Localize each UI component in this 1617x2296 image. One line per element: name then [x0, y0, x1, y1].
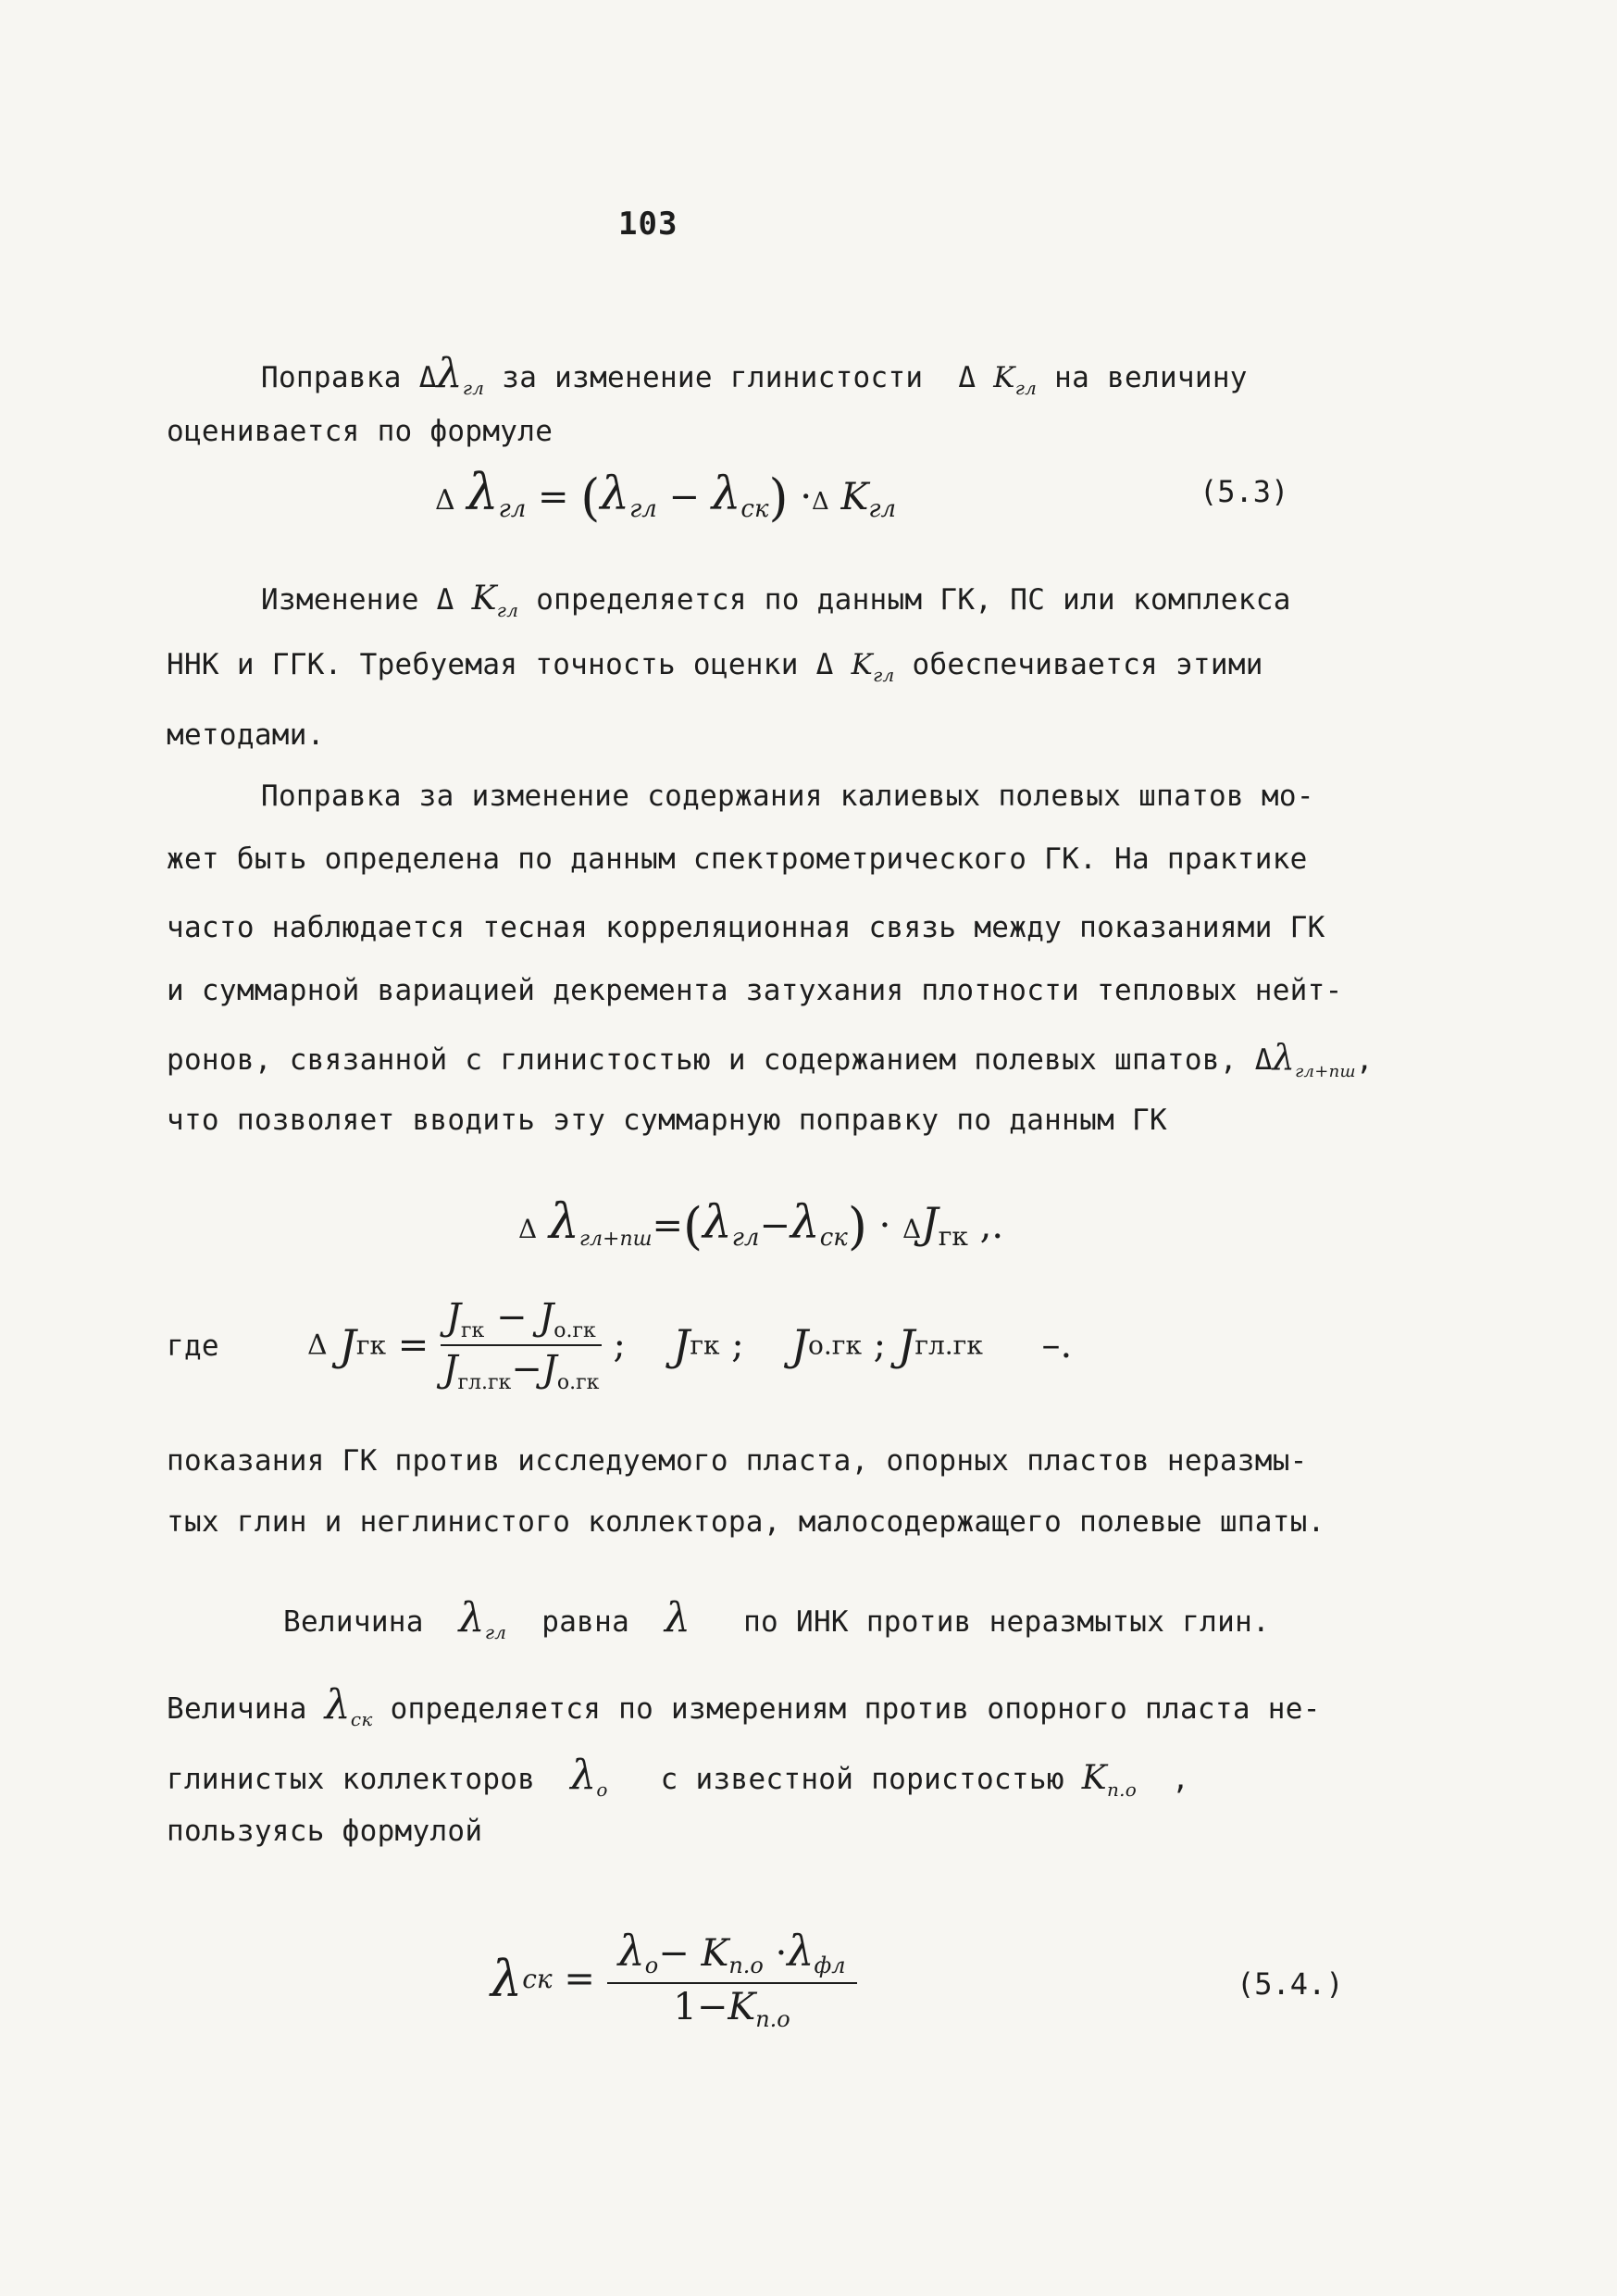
delta-symbol: Δ	[518, 1214, 538, 1244]
j-symbol: J	[445, 1296, 462, 1339]
k-symbol: K	[701, 1932, 729, 1975]
equation-number-5-3: (5.3)	[1200, 474, 1289, 509]
subscript: п.о	[1106, 1778, 1138, 1801]
lambda-symbol: λ	[617, 1926, 645, 1976]
equation-5-4	[491, 1926, 857, 2032]
equation-delta-j	[307, 1296, 1072, 1394]
para3-line5	[167, 1037, 1374, 1081]
para4-line2: тых глин и неглинистого коллектора, малосодержащего полевые шпаты.	[167, 1505, 1325, 1539]
text: по ИНК против неразмытых глин.	[743, 1605, 1271, 1639]
para3-line4: и суммарной вариацией декремента затухания плотности тепловых нейт-	[167, 974, 1343, 1007]
text: определяется по данным ГК, ПС или комплекса	[536, 583, 1291, 617]
text: ,	[1355, 1043, 1374, 1077]
text: обеспечивается этими	[912, 648, 1263, 681]
subscript: гк	[938, 1221, 968, 1252]
j-symbol: J	[339, 1320, 356, 1370]
para3-line1: Поправка за изменение содержания калиевых полевых шпатов мо-	[261, 780, 1314, 813]
fraction-delta-j	[441, 1296, 602, 1394]
lambda-symbol: λ	[458, 1594, 485, 1641]
text: Величина	[167, 1692, 307, 1726]
text: определяется по измерениям против опорного пласта не-	[390, 1692, 1321, 1726]
text: с известной пористостью	[660, 1763, 1064, 1796]
equation-5-3: Δ $\lambda_{гл} = (\lambda_{гл} - \lambda_{ск}) \cdot\Delta$ $K_{гл}$	[435, 463, 897, 527]
delta-symbol: Δ	[815, 648, 834, 681]
lambda-symbol: λ	[324, 1681, 351, 1728]
subscript: о.гк	[554, 1319, 596, 1342]
para2-line3: методами.	[167, 718, 325, 752]
text: на величину	[1054, 361, 1248, 394]
j-symbol: J	[442, 1348, 458, 1391]
subscript: гк	[461, 1319, 485, 1342]
k-symbol: K	[728, 1986, 756, 2028]
subscript: фл	[814, 1953, 846, 1978]
j-symbol: J	[539, 1296, 554, 1339]
para2-line1	[261, 580, 1291, 621]
semicolon: ;	[613, 1324, 627, 1366]
lambda-symbol: λ	[600, 467, 630, 520]
dot-operator: ·	[800, 476, 813, 518]
subscript: гл+пш	[578, 1228, 653, 1251]
text: Изменение	[261, 583, 419, 617]
minus-sign: −	[759, 1204, 791, 1247]
text: равна	[541, 1605, 630, 1639]
punctuation: ,.	[979, 1204, 1004, 1247]
subscript: п.о	[755, 2006, 790, 2032]
subscript: гл	[731, 1224, 760, 1252]
para5-line2	[167, 1681, 1321, 1730]
para3-line6: что позволяет вводить эту суммарную поправку по данным ГК	[167, 1104, 1167, 1137]
equation-summary: Δ $\lambda_{гл+пш}=(\lambda_{гл}-\lambda_{ск}) \cdot \Delta J_{гк}$ ,.	[518, 1194, 1004, 1255]
subscript: ск	[522, 1964, 553, 1994]
subscript: о.гк	[556, 1371, 600, 1394]
para3-line3: часто наблюдается тесная корреляционная связь между показаниями ГК	[167, 911, 1325, 944]
j-symbol: J	[921, 1198, 939, 1248]
lambda-symbol: λ	[665, 1594, 691, 1641]
subscript: гл	[462, 377, 485, 399]
j-symbol: J	[790, 1320, 809, 1370]
subscript: гл.гк	[457, 1371, 512, 1394]
minus-sign: −	[668, 476, 700, 518]
subscript: гл	[873, 664, 895, 686]
subscript: гл	[868, 495, 897, 523]
lambda-symbol: λ	[466, 463, 499, 521]
page-number: 103	[618, 206, 678, 243]
delta-symbol: Δ	[958, 361, 976, 394]
k-symbol: K	[1081, 1759, 1107, 1797]
equals-sign: =	[397, 1324, 429, 1366]
lambda-symbol: λ	[1272, 1037, 1296, 1078]
dot-operator: ·	[878, 1204, 891, 1247]
subscript: гк	[690, 1329, 720, 1361]
j-symbol: J	[897, 1320, 915, 1370]
subscript: гл	[1014, 377, 1038, 399]
delta-symbol: Δ	[1254, 1043, 1273, 1077]
dot-operator: ·	[775, 1932, 788, 1975]
where-label: где	[167, 1329, 219, 1363]
subscript: гк	[355, 1329, 387, 1361]
minus-sign: −	[496, 1296, 528, 1339]
subscript: гл	[496, 599, 519, 621]
dash: –.	[1041, 1324, 1073, 1366]
one-digit: 1	[673, 1986, 697, 2028]
para5-line1	[283, 1594, 1270, 1643]
k-symbol: K	[840, 476, 869, 518]
j-symbol: J	[672, 1320, 690, 1370]
text: Величина	[283, 1605, 424, 1639]
equation-number-5-4: (5.4.)	[1237, 1966, 1344, 2002]
subscript: гл	[498, 495, 527, 523]
minus-sign: −	[511, 1348, 542, 1391]
lambda-symbol: λ	[548, 1194, 579, 1250]
para5-line3	[167, 1752, 1189, 1801]
subscript: ск	[819, 1224, 848, 1252]
subscript: гл+пш	[1295, 1062, 1356, 1081]
k-symbol: K	[851, 648, 874, 681]
subscript: гл	[484, 1621, 507, 1643]
subscript: о	[596, 1778, 608, 1801]
text: глинистых коллекторов	[167, 1763, 536, 1796]
k-symbol: K	[993, 361, 1015, 394]
fraction-denominator	[441, 1346, 602, 1394]
delta-symbol: Δ	[812, 488, 829, 516]
equals-sign: =	[652, 1204, 684, 1247]
lambda-symbol: λ	[703, 1195, 732, 1249]
lambda-symbol: λ	[790, 1195, 820, 1249]
subscript: о	[644, 1953, 659, 1978]
fraction-lambda-sk	[607, 1926, 857, 2032]
text: ронов, связанной с глинистостью и содержанием полевых шпатов,	[167, 1043, 1238, 1077]
subscript: ск	[350, 1708, 373, 1730]
delta-symbol: Δ	[436, 583, 454, 617]
semicolon: ;	[731, 1324, 744, 1366]
subscript: п.о	[728, 1953, 764, 1978]
text: ,	[1172, 1763, 1190, 1796]
minus-sign: −	[658, 1932, 690, 1975]
subscript: ск	[740, 495, 769, 523]
fraction-denominator	[607, 1984, 857, 2032]
text: Поправка	[261, 361, 402, 394]
lambda-symbol: λ	[436, 350, 463, 397]
text: за изменение глинистости	[502, 361, 924, 394]
fraction-numerator	[607, 1926, 857, 1984]
para1-line1	[261, 350, 1248, 399]
para2-line2	[167, 648, 1263, 686]
subscript: о.гк	[808, 1329, 862, 1361]
delta-symbol: Δ	[902, 1214, 922, 1244]
subscript: гл.гк	[914, 1329, 983, 1361]
semicolon: ;	[873, 1324, 887, 1366]
text: ННК и ГГК. Требуемая точность оценки	[167, 648, 799, 681]
lambda-symbol: λ	[491, 1950, 523, 2008]
k-symbol: K	[471, 580, 497, 618]
equals-sign: =	[564, 1957, 595, 2001]
delta-symbol: Δ	[307, 1329, 328, 1362]
para1-line2: оценивается по формуле	[167, 415, 554, 448]
para4-line1: показания ГК против исследуемого пласта, опорных пластов неразмы-	[167, 1444, 1308, 1478]
subscript: гл	[629, 495, 657, 523]
lambda-symbol: λ	[711, 467, 741, 520]
para5-line4: пользуясь формулой	[167, 1815, 483, 1848]
equals-sign: =	[538, 476, 569, 518]
lambda-symbol: λ	[787, 1926, 815, 1976]
para3-line2: жет быть определена по данным спектрометрического ГК. На практике	[167, 842, 1308, 876]
delta-symbol: Δ	[418, 361, 437, 394]
j-symbol: J	[541, 1348, 557, 1391]
fraction-numerator	[441, 1296, 602, 1346]
lambda-symbol: λ	[570, 1752, 597, 1799]
delta-symbol: Δ	[435, 484, 455, 517]
minus-sign: −	[696, 1986, 728, 2028]
